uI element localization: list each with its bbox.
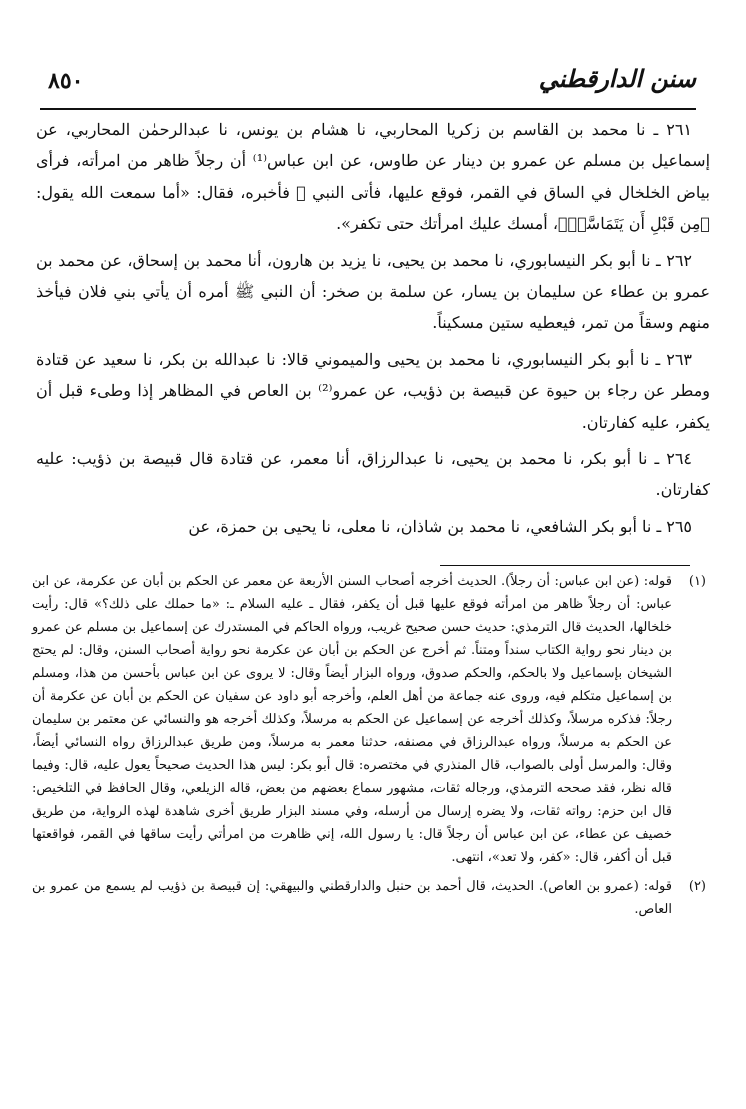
page-number: ٨٥٠ [48, 68, 84, 94]
footnote-1 [32, 570, 706, 869]
hadith-263: ٢٦٣ ـ نا أبو بكر النيسابوري، نا محمد بن يحيى والميموني قالا: نا عبدالله بن بكر، نا سعيد عن قتادة ومطر عن رجاء بن حيوة عن قبيصة بن ذؤيب، عن عمرو⁽²⁾ بن العاص في المظاهر إذا وطىء قبل أن يكفر، عليه كفارتان. [36, 349, 711, 432]
main-text [36, 114, 710, 547]
footnote-number: (١) [688, 574, 706, 589]
footnote-text: قوله: (عمرو بن العاص). الحديث، قال أحمد بن حنبل والدارقطني والبيهقي: إن قبيصة بن ذؤيب لم يسمع من عمرو بن العاص. [32, 879, 672, 917]
hadith-264: ٢٦٤ ـ نا أبو بكر، نا محمد بن يحيى، نا عبدالرزاق، أنا معمر، عن قتادة قال قبيصة بن ذؤيب: عليه كفارتان. [36, 449, 710, 500]
footnote-separator [440, 565, 690, 566]
footnote-2 [32, 875, 706, 921]
hadith-261: ٢٦١ ـ نا محمد بن القاسم بن زكريا المحاربي، نا هشام بن يونس، نا عبدالرحمٰن المحاربي، عن إسماعيل بن مسلم عن عمرو بن دينار عن طاوس، عن ابن عباس⁽¹⁾ أن رجلاً ظاهر من امرأته، فرأى بياض الخلخال في الساق في القمر، فوقع عليها، فأتى النبي ﷺ فأخبره، فقال: «أما سمعت الله يقول: ﴿مِن قَبْلِ أَن يَتَمَاسَّاۚ﴾، أمسك عليك امرأتك حتى تكفر». [36, 120, 711, 234]
footnote-number: (٢) [688, 879, 706, 894]
hadith-265: ٢٦٥ ـ نا أبو بكر الشافعي، نا محمد بن شاذان، نا معلى، نا يحيى بن حمزة، عن [188, 516, 692, 536]
hadith-262: ٢٦٢ ـ نا أبو بكر النيسابوري، نا محمد بن يحيى، نا يزيد بن هارون، أنا محمد بن إسحاق، عن محمد بن عمرو بن عطاء عن سليمان بن يسار، عن سلمة بن صخر: أن النبي ﷺ أمره أن يأتي بني فلان فيأخذ منهم وسقاً من تمر، فيعطيه ستين مسكيناً. [36, 250, 710, 333]
page-header [40, 64, 696, 110]
footnote-text: قوله: (عن ابن عباس: أن رجلاً). الحديث أخرجه أصحاب السنن الأربعة عن معمر عن الحكم بن أبان عن عكرمة، عن ابن عباس: أن رجلاً ظاهر من امرأته فوقع عليها قبل أن يكفر، فقال ـ عليه السلام ـ: «ما حملك على ذلك؟» قال: رأيت خلخالها، الحديث قال الترمذي: حديث حسن صحيح غريب، ورواه الحاكم في المستدرك عن إسماعيل بن مسلم عن عمرو بن دينار نحو رواية الكتاب سنداً ومتناً. ثم أخرج عن الحكم بن أبان عن عكرمة نحو رواية أصحاب السنن، وقال: لم يحتج الشيخان بإسماعيل ولا بالحكم، والحكم صدوق، ورواه البزار أيضاً وقال: لا يروى عن ابن عباس بأحسن من هذا، ومسلم بن إسماعيل متكلم فيه، وروى عنه جماعة من أهل العلم، وأخرجه أبو داود عن سفيان عن الحكم بن أبان عن عكرمة أن رجلاً: فذكره مرسلاً، وكذلك أخرجه عن إسماعيل عن الحكم به مرسلاً، وكذلك أخرجه هو والنسائي عن معتمر بن سليمان عن الحكم به مرسلاً، ورواه عبدالرزاق في مصنفه، حدثنا معمر به مرسلاً، ومن طريق عبدالرزاق رواه النسائي أيضاً، وقال: والمرسل أولى بالصواب، قال المنذري في مختصره: قال أبو بكر: ليس هذا الحديث صحيحاً يعول عليه، قال: وفيما قاله نظر، فقد صححه الترمذي، ورجاله ثقات، مشهور سماع بعضهم من بعض، قاله الزيلعي، وقال الحافظ في التلخيص: قال ابن حزم: رواته ثقات، ولا يضره إرسال من أرسله، وفي مسند البزار طريق أخرى شاهدة لهذه الرواية، من طريق خصيف عن عطاء، عن ابن عباس أن رجلاً قال: يا رسول الله، إني ظاهرت من امرأتي رأيت ساقها في القمر، فواقعتها قبل أن أكفر، قال: «كفر، ولا تعد»، انتهى. [32, 574, 672, 865]
book-title: سنن الدارقطني [538, 64, 696, 93]
footnotes [32, 570, 706, 927]
